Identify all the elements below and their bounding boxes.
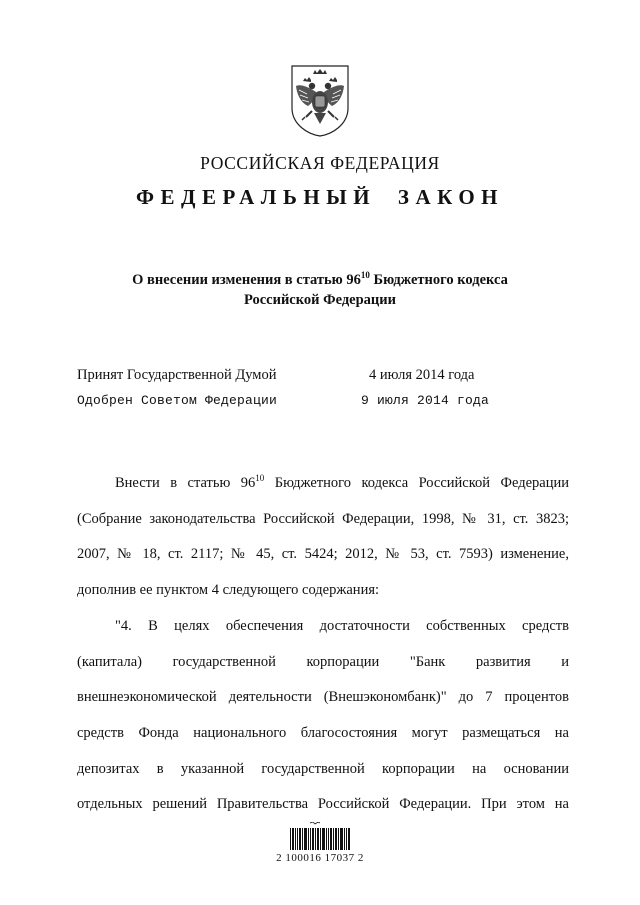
- title-text-before-sup: О внесении изменения в статью 96: [132, 272, 361, 288]
- adoption-label: Одобрен Советом Федерации: [77, 393, 278, 408]
- title-article-superscript: 10: [360, 270, 370, 280]
- document-type-heading: ФЕДЕРАЛЬНЫЙ ЗАКОН: [136, 185, 504, 209]
- body-line: дополнив ее пунктом 4 следующего содержания:: [77, 582, 380, 599]
- body-line: отдельных решений Правительства Российской Федерации. При этом на: [77, 796, 569, 813]
- adoption-row-council: [77, 393, 577, 408]
- coat-of-arms-emblem: [289, 64, 351, 138]
- body-line: (Собрание законодательства Российской Федерации, 1998, № 31, ст. 3823;: [77, 510, 569, 527]
- adoption-date: 9 июля 2014 года: [361, 393, 490, 408]
- body-article-superscript: 10: [255, 473, 265, 483]
- law-body: [77, 466, 569, 823]
- body-line: 2007, № 18, ст. 2117; № 45, ст. 5424; 2012, № 53, ст. 7593) изменение,: [77, 546, 569, 563]
- body-line: средств Фонда национального благосостояния могут размещаться на: [77, 724, 569, 741]
- body-line: (капитала) государственной корпорации "Банк развития и: [77, 653, 569, 670]
- law-title-line-1: [0, 270, 640, 290]
- body-line: депозитах в указанной государственной корпорации на основании: [77, 760, 569, 777]
- law-title-line-2: Российской Федерации: [243, 292, 396, 308]
- body-line: "4. В целях обеспечения достаточности собственных средств: [115, 617, 569, 634]
- barcode-image: [290, 822, 350, 850]
- body-text-before-sup: Внести в статью 96: [115, 475, 256, 491]
- title-text-after-sup: Бюджетного кодекса: [369, 272, 508, 288]
- adoption-label: Принят Государственной Думой: [77, 367, 277, 383]
- body-line: [77, 466, 569, 502]
- body-line: внешнеэкономической деятельности (Внешэкономбанк)" до 7 процентов: [77, 689, 569, 706]
- adoption-row-duma: [77, 367, 577, 384]
- body-text-after-sup: Бюджетного кодекса Российской Федерации: [264, 475, 569, 491]
- barcode-number: 2 100016 17037 2: [276, 852, 364, 864]
- law-title: [0, 270, 640, 310]
- adoption-date: 4 июля 2014 года: [369, 367, 475, 383]
- country-name: РОССИЙСКАЯ ФЕДЕРАЦИЯ: [200, 153, 440, 173]
